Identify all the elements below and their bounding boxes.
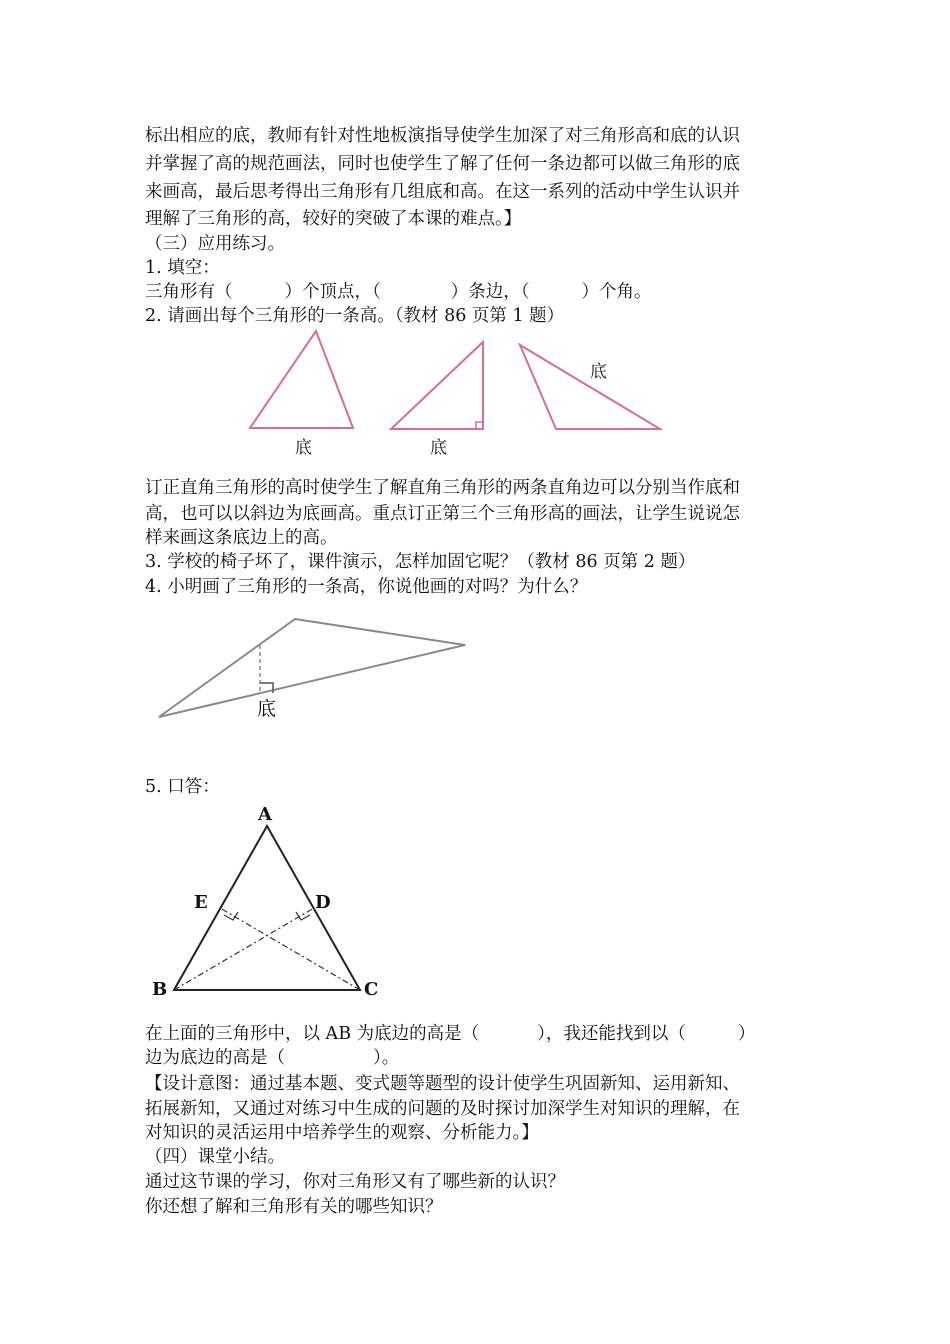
vertex-label-c: C <box>364 979 379 1000</box>
q2-base-label-2: 底 <box>430 438 447 458</box>
q5-height-ce <box>220 908 360 990</box>
q1-text-3: ）条边，（ <box>450 282 530 302</box>
q5-right-angle-e <box>224 912 238 920</box>
section3-heading: （三）应用练习。 <box>145 234 285 254</box>
q5-answer-line1 <box>145 1022 755 1047</box>
vertex-label-e: E <box>194 892 208 913</box>
q2-obtuse-triangle <box>520 345 660 429</box>
q5-label: 5. 口答： <box>145 777 220 797</box>
q5-text-1: 在上面的三角形中，以 AB 为底边的高是（ <box>145 1024 480 1044</box>
q2-right-angle-mark <box>476 422 483 429</box>
q2-base-label-3: 底 <box>590 362 607 382</box>
paragraph1-line3: 来画高，最后思考得出三角形有几组底和高。在这一系列的活动中学生认识并 <box>145 182 740 202</box>
vertex-label-a: A <box>258 804 272 825</box>
q5-triangle-figure <box>150 800 390 1005</box>
q4-obtuse-triangle <box>159 619 465 717</box>
q3-label: 3. 学校的椅子坏了，课件演示，怎样加固它呢？（教材 86 页第 2 题） <box>145 552 696 572</box>
paragraph2-line2: 高，也可以以斜边为底画高。重点订正第三个三角形高的画法，让学生说说怎 <box>145 504 740 524</box>
q2-base-label-1: 底 <box>295 438 312 458</box>
q5-right-angle-d <box>296 912 310 920</box>
q5-text-2: ），我还能找到以（ <box>537 1024 686 1044</box>
q4-triangle-figure <box>155 615 475 725</box>
paragraph2-line1: 订正直角三角形的高时使学生了解直角三角形的两条直角边可以分别当作底和 <box>145 478 740 498</box>
q2-triangles-figure <box>240 325 680 465</box>
design-intent-line1: 【设计意图：通过基本题、变式题等题型的设计使学生巩固新知、运用新知、 <box>145 1074 740 1094</box>
q5-text-5: ）。 <box>373 1048 400 1068</box>
paragraph1-line1: 标出相应的底，教师有针对性地板演指导使学生加深了对三角形高和底的认识 <box>145 126 740 146</box>
q2-label: 2. 请画出每个三角形的一条高。（教材 86 页第 1 题） <box>145 306 565 326</box>
q4-label: 4. 小明画了三角形的一条高，你说他画的对吗？为什么？ <box>145 577 588 597</box>
q1-text-4: ）个角。 <box>581 282 652 302</box>
paragraph1-line4: 理解了三角形的高，较好的突破了本课的难点。】 <box>145 209 522 229</box>
q5-text-4: 边为底边的高是（ <box>145 1048 285 1068</box>
paragraph2-line3: 样来画这条底边上的高。 <box>145 528 338 548</box>
vertex-label-d: D <box>315 892 331 913</box>
summary-line2: 你还想了解和三角形有关的哪些知识？ <box>145 1197 443 1217</box>
section4-heading: （四）课堂小结。 <box>145 1147 285 1167</box>
design-intent-line3: 对知识的灵活运用中培养学生的观察、分析能力。】 <box>145 1123 539 1143</box>
q5-text-3: ） <box>737 1024 756 1044</box>
q1-label: 1. 填空： <box>145 258 220 278</box>
design-intent-line2: 拓展新知，又通过对练习中生成的问题的及时探讨加深学生对知识的理解，在 <box>145 1099 740 1119</box>
q2-right-triangle <box>391 342 483 429</box>
q5-answer-line2 <box>145 1046 399 1071</box>
q1-text-2: ）个顶点，（ <box>284 282 381 302</box>
q4-base-label: 底 <box>257 698 277 720</box>
q1-fill-blank <box>145 280 652 305</box>
vertex-label-b: B <box>152 979 168 1000</box>
summary-line1: 通过这节课的学习，你对三角形又有了哪些新的认识？ <box>145 1172 565 1192</box>
q5-height-bd <box>174 908 314 990</box>
paragraph1-line2: 并掌握了高的规范画法，同时也使学生了解了任何一条边都可以做三角形的底 <box>145 154 740 174</box>
q2-acute-triangle <box>250 331 353 428</box>
q1-text-1: 三角形有（ <box>145 282 233 302</box>
